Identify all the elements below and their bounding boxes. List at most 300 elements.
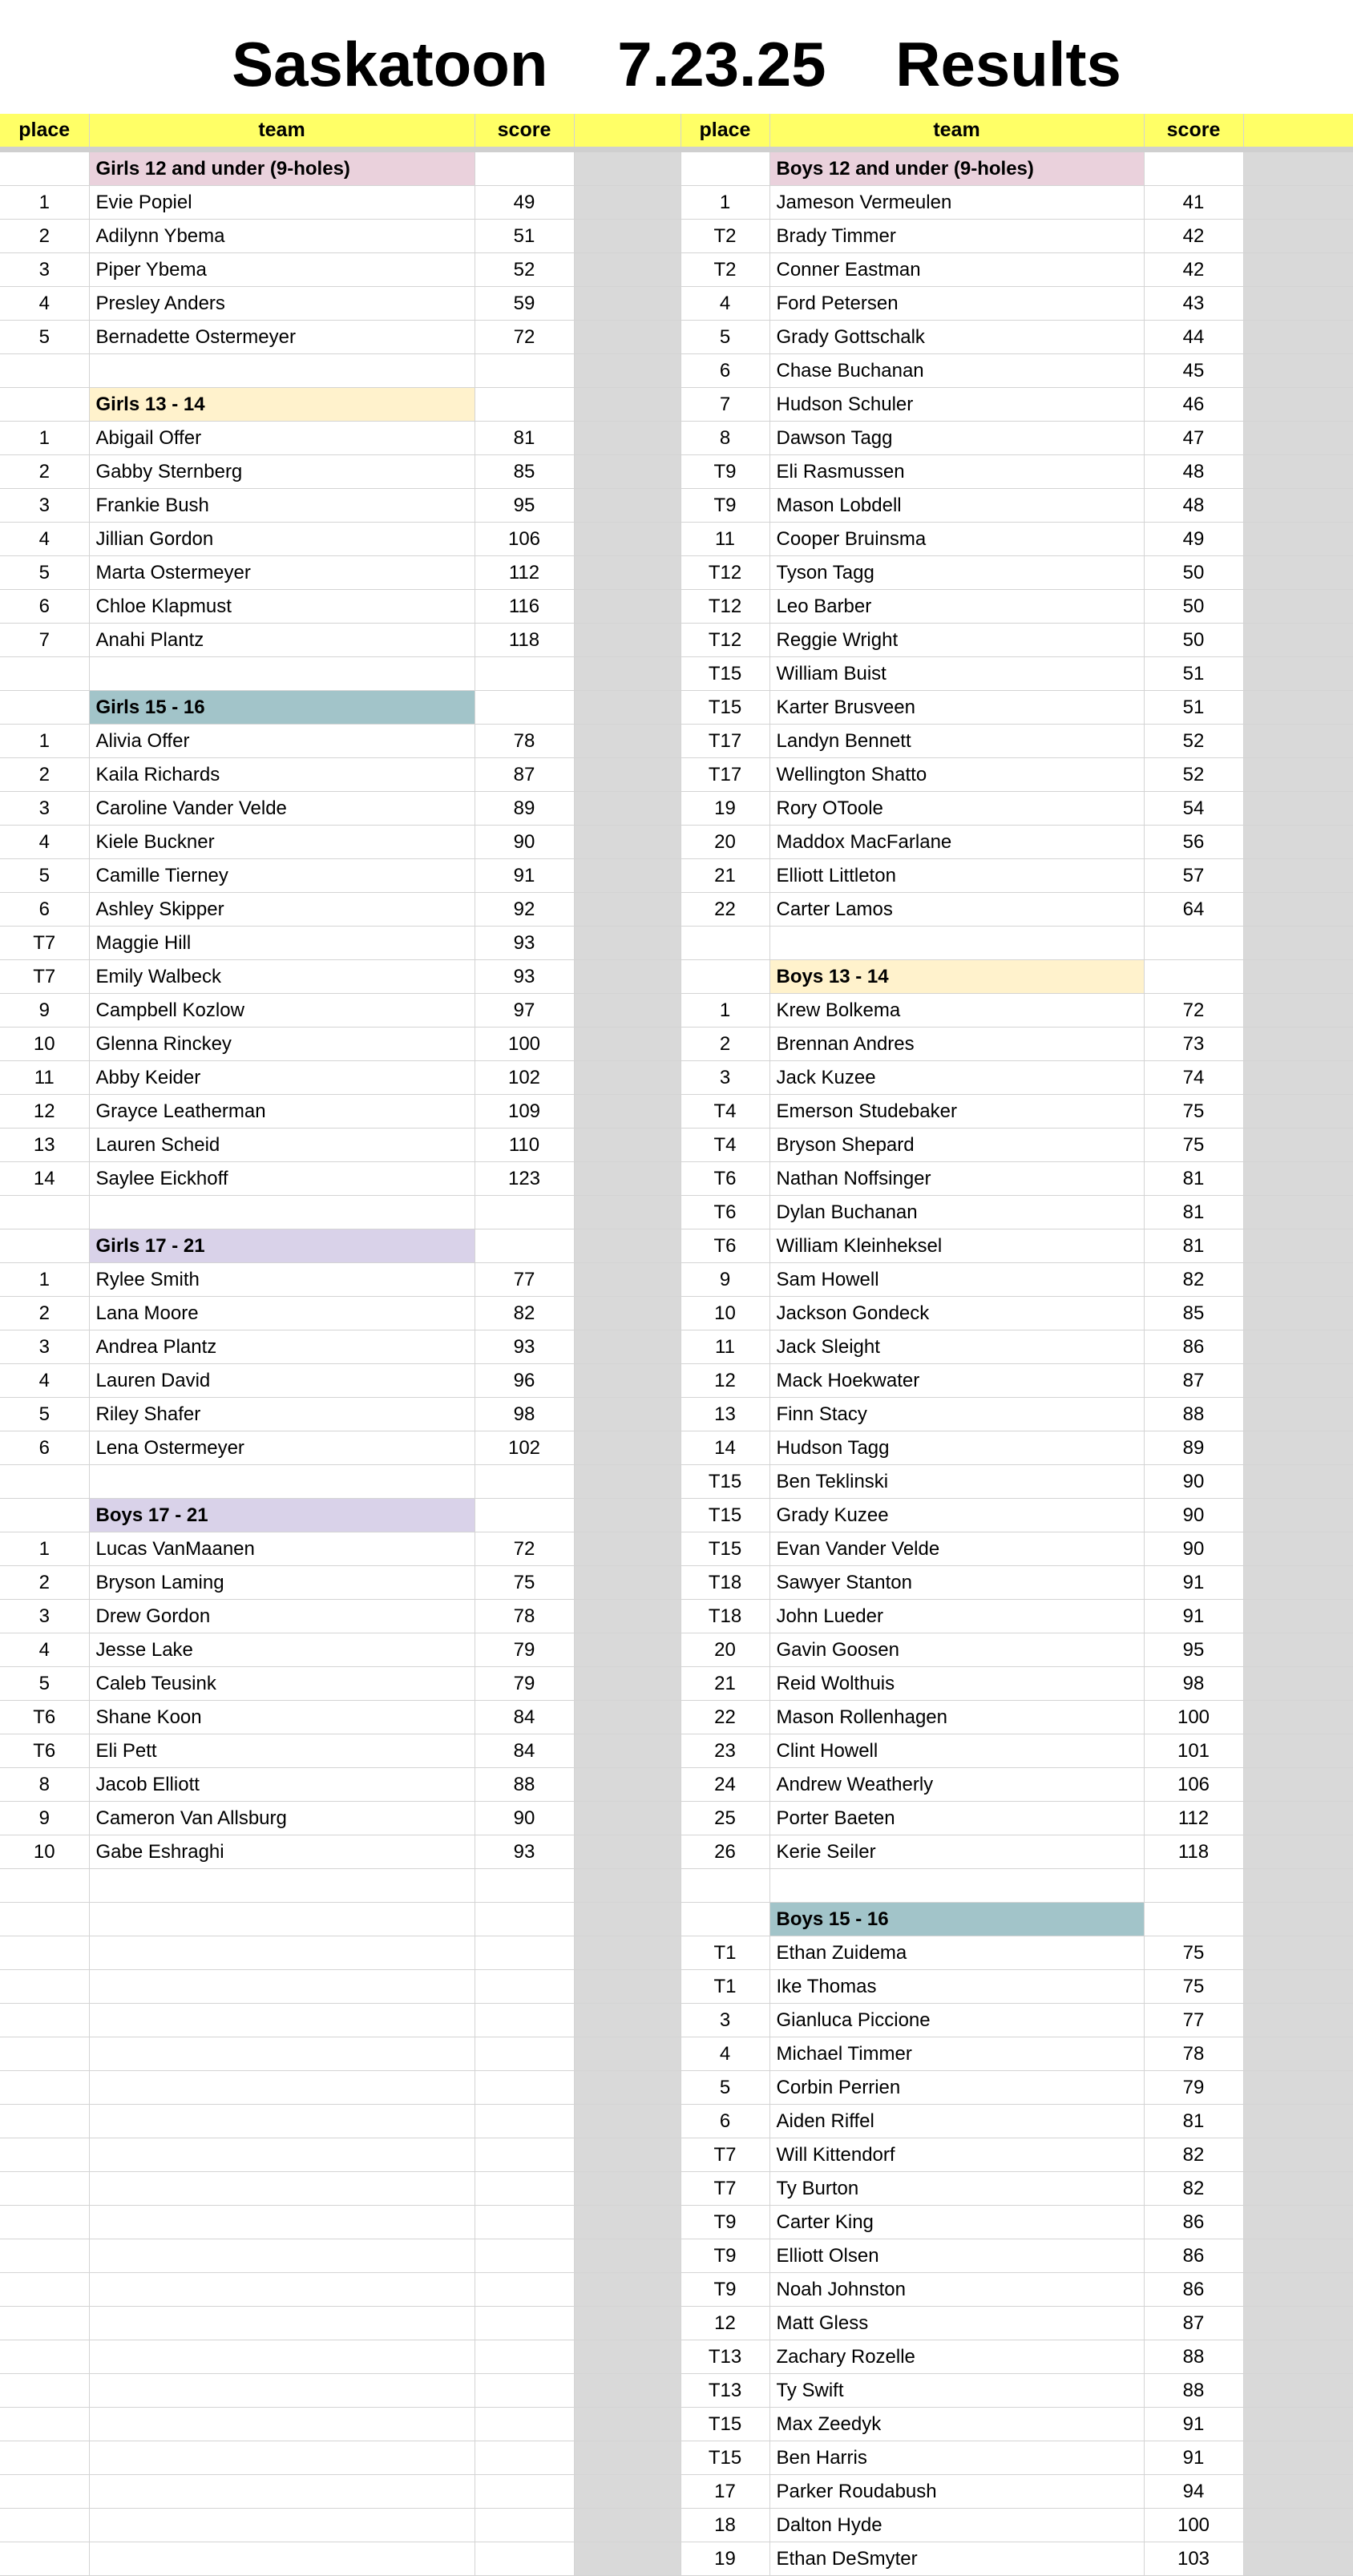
left-player-name: Rylee Smith [89, 1263, 475, 1297]
left-gray-column-cell [574, 2441, 681, 2475]
left-player-name [89, 2172, 475, 2206]
right-player-name: Chase Buchanan [769, 354, 1144, 388]
right-score-cell: 86 [1144, 2239, 1243, 2273]
right-score-cell [1144, 927, 1243, 960]
right-place-cell: 7 [681, 388, 769, 422]
left-place-cell: 6 [0, 1431, 89, 1465]
right-place-cell: 19 [681, 792, 769, 826]
right-place-cell: 12 [681, 1364, 769, 1398]
left-player-name: Campbell Kozlow [89, 994, 475, 1028]
left-place-cell [0, 2172, 89, 2206]
left-gray-column-cell [574, 1465, 681, 1499]
table-row [0, 2374, 1353, 2408]
right-gray-column-cell [1243, 1263, 1353, 1297]
left-player-name: Emily Walbeck [89, 960, 475, 994]
left-score-cell: 112 [475, 556, 574, 590]
right-player-name: Ike Thomas [769, 1970, 1144, 2004]
right-place-cell: 12 [681, 2307, 769, 2340]
right-place-cell [681, 150, 769, 186]
right-player-name: Aiden Riffel [769, 2105, 1144, 2138]
right-place-cell: 11 [681, 1330, 769, 1364]
right-player-name: Hudson Tagg [769, 1431, 1144, 1465]
right-place-cell: 6 [681, 2105, 769, 2138]
left-player-name [89, 2239, 475, 2273]
left-player-name [89, 657, 475, 691]
table-row [0, 2004, 1353, 2037]
right-player-name: Jack Sleight [769, 1330, 1144, 1364]
right-score-cell: 79 [1144, 2071, 1243, 2105]
left-score-cell [475, 1869, 574, 1903]
right-gray-column-cell [1243, 2071, 1353, 2105]
right-gray-column-cell [1243, 186, 1353, 220]
right-player-name [769, 927, 1144, 960]
left-gray-column-cell [574, 590, 681, 624]
left-score-cell: 106 [475, 523, 574, 556]
right-place-cell: T15 [681, 2441, 769, 2475]
left-player-name [89, 2441, 475, 2475]
left-division-label: Girls 17 - 21 [89, 1229, 475, 1263]
left-player-name: Grayce Leatherman [89, 1095, 475, 1129]
right-gray-column-cell [1243, 590, 1353, 624]
left-place-cell: 3 [0, 253, 89, 287]
left-score-cell [475, 1903, 574, 1936]
right-gray-column-cell [1243, 1835, 1353, 1869]
right-player-name: Sam Howell [769, 1263, 1144, 1297]
right-gray-column-cell [1243, 1566, 1353, 1600]
right-gray-column-cell [1243, 1499, 1353, 1532]
right-gray-column-cell [1243, 725, 1353, 758]
table-row [0, 893, 1353, 927]
page-title: Saskatoon 7.23.25 Results [232, 29, 1121, 99]
right-player-name: Jack Kuzee [769, 1061, 1144, 1095]
left-place-cell: 3 [0, 792, 89, 826]
left-place-cell [0, 388, 89, 422]
left-score-cell [475, 1229, 574, 1263]
table-row [0, 2239, 1353, 2273]
table-row [0, 1196, 1353, 1229]
left-player-name: Gabe Eshraghi [89, 1835, 475, 1869]
left-player-name [89, 2374, 475, 2408]
results-table [0, 114, 1353, 2576]
right-gray-column-cell [1243, 1364, 1353, 1398]
table-row [0, 354, 1353, 388]
right-score-cell: 81 [1144, 2105, 1243, 2138]
left-player-name: Alivia Offer [89, 725, 475, 758]
right-score-cell: 87 [1144, 2307, 1243, 2340]
left-player-name: Shane Koon [89, 1701, 475, 1734]
left-gray-column-cell [574, 1263, 681, 1297]
right-gray-column-cell [1243, 220, 1353, 253]
right-place-cell: 3 [681, 1061, 769, 1095]
left-player-name: Eli Pett [89, 1734, 475, 1768]
left-score-cell: 102 [475, 1431, 574, 1465]
right-player-name: Parker Roudabush [769, 2475, 1144, 2509]
right-gray-column-cell [1243, 1398, 1353, 1431]
right-player-name: Corbin Perrien [769, 2071, 1144, 2105]
right-player-name: Ben Teklinski [769, 1465, 1144, 1499]
left-gray-column-cell [574, 2004, 681, 2037]
right-score-cell: 52 [1144, 725, 1243, 758]
header-row [0, 114, 1353, 150]
right-place-cell: T17 [681, 758, 769, 792]
left-place-cell [0, 150, 89, 186]
right-gray-column-cell [1243, 691, 1353, 725]
left-gray-column-cell [574, 1499, 681, 1532]
header-place-right: place [681, 114, 769, 150]
left-place-cell: 4 [0, 523, 89, 556]
left-player-name: Jacob Elliott [89, 1768, 475, 1802]
table-row [0, 624, 1353, 657]
left-place-cell [0, 2441, 89, 2475]
table-row [0, 2206, 1353, 2239]
right-place-cell: 17 [681, 2475, 769, 2509]
right-player-name: Finn Stacy [769, 1398, 1144, 1431]
left-score-cell: 97 [475, 994, 574, 1028]
right-gray-column-cell [1243, 1734, 1353, 1768]
left-score-cell [475, 2307, 574, 2340]
left-player-name [89, 1903, 475, 1936]
right-score-cell: 85 [1144, 1297, 1243, 1330]
left-player-name: Jillian Gordon [89, 523, 475, 556]
left-gray-column-cell [574, 1129, 681, 1162]
left-score-cell: 78 [475, 725, 574, 758]
right-score-cell: 75 [1144, 1970, 1243, 2004]
table-row [0, 2105, 1353, 2138]
left-player-name: Riley Shafer [89, 1398, 475, 1431]
table-row [0, 489, 1353, 523]
right-score-cell: 90 [1144, 1499, 1243, 1532]
right-player-name: Elliott Olsen [769, 2239, 1144, 2273]
table-row [0, 1028, 1353, 1061]
right-gray-column-cell [1243, 2037, 1353, 2071]
left-score-cell: 93 [475, 1330, 574, 1364]
left-place-cell [0, 2542, 89, 2576]
header-place-left: place [0, 114, 89, 150]
right-player-name: John Lueder [769, 1600, 1144, 1633]
left-player-name [89, 2340, 475, 2374]
left-score-cell: 82 [475, 1297, 574, 1330]
right-score-cell: 81 [1144, 1196, 1243, 1229]
table-row [0, 1936, 1353, 1970]
left-place-cell: 1 [0, 186, 89, 220]
left-score-cell: 78 [475, 1600, 574, 1633]
left-gray-column-cell [574, 150, 681, 186]
table-row [0, 422, 1353, 455]
left-place-cell [0, 2071, 89, 2105]
right-gray-column-cell [1243, 1633, 1353, 1667]
left-player-name: Abigail Offer [89, 422, 475, 455]
right-place-cell: T15 [681, 657, 769, 691]
table-row [0, 590, 1353, 624]
right-score-cell [1144, 960, 1243, 994]
left-score-cell [475, 657, 574, 691]
right-score-cell: 89 [1144, 1431, 1243, 1465]
left-gray-column-cell [574, 994, 681, 1028]
left-gray-column-cell [574, 455, 681, 489]
left-place-cell: 5 [0, 1398, 89, 1431]
right-player-name: Maddox MacFarlane [769, 826, 1144, 859]
left-place-cell [0, 2206, 89, 2239]
table-row [0, 1499, 1353, 1532]
right-player-name: Grady Kuzee [769, 1499, 1144, 1532]
right-gray-column-cell [1243, 1532, 1353, 1566]
left-gray-column-cell [574, 2037, 681, 2071]
left-gray-column-cell [574, 1667, 681, 1701]
right-gray-column-cell [1243, 1802, 1353, 1835]
left-player-name: Camille Tierney [89, 859, 475, 893]
left-player-name: Gabby Sternberg [89, 455, 475, 489]
left-place-cell: 1 [0, 1263, 89, 1297]
right-place-cell: T13 [681, 2340, 769, 2374]
left-gray-column-cell [574, 1398, 681, 1431]
right-score-cell: 88 [1144, 1398, 1243, 1431]
left-place-cell [0, 2408, 89, 2441]
right-score-cell: 77 [1144, 2004, 1243, 2037]
right-player-name: William Buist [769, 657, 1144, 691]
left-gray-column-cell [574, 758, 681, 792]
right-player-name: Clint Howell [769, 1734, 1144, 1768]
right-player-name: Ethan DeSmyter [769, 2542, 1144, 2576]
right-score-cell: 90 [1144, 1465, 1243, 1499]
right-place-cell [681, 960, 769, 994]
left-place-cell [0, 1196, 89, 1229]
table-row [0, 1701, 1353, 1734]
left-player-name: Cameron Van Allsburg [89, 1802, 475, 1835]
left-place-cell: 3 [0, 1330, 89, 1364]
table-row [0, 1667, 1353, 1701]
left-player-name [89, 2273, 475, 2307]
table-row [0, 2138, 1353, 2172]
right-gray-column-cell [1243, 1768, 1353, 1802]
left-score-cell: 51 [475, 220, 574, 253]
table-row [0, 1129, 1353, 1162]
right-place-cell [681, 927, 769, 960]
right-gray-column-cell [1243, 455, 1353, 489]
left-gray-column-cell [574, 960, 681, 994]
right-score-cell: 50 [1144, 590, 1243, 624]
left-score-cell [475, 1196, 574, 1229]
table-row [0, 523, 1353, 556]
left-player-name [89, 1869, 475, 1903]
right-place-cell: T7 [681, 2138, 769, 2172]
left-place-cell: 5 [0, 1667, 89, 1701]
left-gray-column-cell [574, 1869, 681, 1903]
right-gray-column-cell [1243, 2239, 1353, 2273]
right-gray-column-cell [1243, 994, 1353, 1028]
right-place-cell: T15 [681, 1465, 769, 1499]
right-player-name: Matt Gless [769, 2307, 1144, 2340]
left-gray-column-cell [574, 624, 681, 657]
left-player-name: Lana Moore [89, 1297, 475, 1330]
right-score-cell: 78 [1144, 2037, 1243, 2071]
left-gray-column-cell [574, 2239, 681, 2273]
left-score-cell: 84 [475, 1701, 574, 1734]
table-row [0, 1734, 1353, 1768]
right-place-cell: 25 [681, 1802, 769, 1835]
left-player-name: Piper Ybema [89, 253, 475, 287]
left-score-cell: 90 [475, 1802, 574, 1835]
right-place-cell: T7 [681, 2172, 769, 2206]
left-score-cell: 90 [475, 826, 574, 859]
right-gray-column-cell [1243, 1129, 1353, 1162]
left-score-cell: 59 [475, 287, 574, 321]
left-gray-column-cell [574, 1633, 681, 1667]
left-player-name [89, 2475, 475, 2509]
right-score-cell: 81 [1144, 1229, 1243, 1263]
right-gray-column-cell [1243, 1229, 1353, 1263]
right-gray-column-cell [1243, 354, 1353, 388]
left-gray-column-cell [574, 1701, 681, 1734]
left-gray-column-cell [574, 1936, 681, 1970]
right-player-name: Ben Harris [769, 2441, 1144, 2475]
right-place-cell: 14 [681, 1431, 769, 1465]
table-row [0, 2307, 1353, 2340]
left-gray-column-cell [574, 1162, 681, 1196]
left-place-cell: 2 [0, 455, 89, 489]
right-gray-column-cell [1243, 556, 1353, 590]
right-gray-column-cell [1243, 321, 1353, 354]
left-gray-column-cell [574, 2105, 681, 2138]
right-gray-column-cell [1243, 893, 1353, 927]
left-score-cell: 93 [475, 927, 574, 960]
left-place-cell [0, 691, 89, 725]
left-score-cell: 84 [475, 1734, 574, 1768]
left-player-name: Kaila Richards [89, 758, 475, 792]
left-score-cell [475, 2004, 574, 2037]
right-place-cell: 8 [681, 422, 769, 455]
left-gray-column-cell [574, 1903, 681, 1936]
left-place-cell: 14 [0, 1162, 89, 1196]
right-score-cell [1144, 150, 1243, 186]
left-gray-column-cell [574, 321, 681, 354]
left-player-name [89, 2071, 475, 2105]
table-row [0, 1802, 1353, 1835]
left-score-cell: 79 [475, 1633, 574, 1667]
left-place-cell: 2 [0, 1566, 89, 1600]
table-row [0, 321, 1353, 354]
table-row [0, 758, 1353, 792]
right-score-cell: 90 [1144, 1532, 1243, 1566]
left-gray-column-cell [574, 1802, 681, 1835]
left-score-cell: 123 [475, 1162, 574, 1196]
table-row [0, 826, 1353, 859]
left-score-cell: 109 [475, 1095, 574, 1129]
table-row [0, 1566, 1353, 1600]
right-player-name: Carter King [769, 2206, 1144, 2239]
left-gray-column-cell [574, 2509, 681, 2542]
right-score-cell: 57 [1144, 859, 1243, 893]
left-score-cell: 75 [475, 1566, 574, 1600]
left-player-name [89, 2307, 475, 2340]
left-gray-column-cell [574, 1297, 681, 1330]
table-row [0, 2340, 1353, 2374]
right-player-name: Ethan Zuidema [769, 1936, 1144, 1970]
header-team-right: team [769, 114, 1144, 150]
right-place-cell: 1 [681, 994, 769, 1028]
right-gray-column-cell [1243, 523, 1353, 556]
right-gray-column-cell [1243, 1095, 1353, 1129]
table-row [0, 2408, 1353, 2441]
right-score-cell: 98 [1144, 1667, 1243, 1701]
left-gray-column-cell [574, 253, 681, 287]
right-score-cell: 75 [1144, 1129, 1243, 1162]
right-player-name: Conner Eastman [769, 253, 1144, 287]
right-player-name: Jackson Gondeck [769, 1297, 1144, 1330]
right-score-cell: 52 [1144, 758, 1243, 792]
right-gray-column-cell [1243, 792, 1353, 826]
right-place-cell: 24 [681, 1768, 769, 1802]
left-player-name [89, 1465, 475, 1499]
left-place-cell [0, 354, 89, 388]
right-player-name: Noah Johnston [769, 2273, 1144, 2307]
right-gray-column-cell [1243, 2509, 1353, 2542]
right-score-cell: 91 [1144, 1600, 1243, 1633]
right-place-cell: 22 [681, 893, 769, 927]
left-score-cell [475, 2172, 574, 2206]
left-place-cell: 8 [0, 1768, 89, 1802]
right-gray-column-cell [1243, 826, 1353, 859]
left-score-cell [475, 2441, 574, 2475]
table-row [0, 1600, 1353, 1633]
right-score-cell: 88 [1144, 2374, 1243, 2408]
right-player-name: Emerson Studebaker [769, 1095, 1144, 1129]
right-score-cell: 112 [1144, 1802, 1243, 1835]
right-gray-column-cell [1243, 2273, 1353, 2307]
right-player-name: Ty Swift [769, 2374, 1144, 2408]
right-gray-column-cell [1243, 150, 1353, 186]
right-place-cell: T1 [681, 1936, 769, 1970]
right-gray-column-cell [1243, 1903, 1353, 1936]
left-place-cell: 3 [0, 489, 89, 523]
table-row [0, 150, 1353, 186]
right-place-cell: 23 [681, 1734, 769, 1768]
right-place-cell: 21 [681, 1667, 769, 1701]
left-gray-column-cell [574, 489, 681, 523]
left-gray-column-cell [574, 893, 681, 927]
right-player-name: Gianluca Piccione [769, 2004, 1144, 2037]
right-player-name: Reggie Wright [769, 624, 1144, 657]
table-row [0, 859, 1353, 893]
right-gray-column-cell [1243, 960, 1353, 994]
left-gray-column-cell [574, 422, 681, 455]
table-row [0, 2509, 1353, 2542]
right-score-cell: 46 [1144, 388, 1243, 422]
right-gray-column-cell [1243, 1701, 1353, 1734]
left-score-cell: 102 [475, 1061, 574, 1095]
table-row [0, 1162, 1353, 1196]
left-place-cell [0, 2037, 89, 2071]
left-score-cell: 81 [475, 422, 574, 455]
left-gray-column-cell [574, 186, 681, 220]
left-player-name [89, 2004, 475, 2037]
left-place-cell: 6 [0, 893, 89, 927]
left-gray-column-cell [574, 725, 681, 758]
table-row [0, 657, 1353, 691]
left-player-name: Andrea Plantz [89, 1330, 475, 1364]
table-row [0, 1229, 1353, 1263]
right-player-name: Krew Bolkema [769, 994, 1144, 1028]
table-row [0, 1431, 1353, 1465]
left-gray-column-cell [574, 354, 681, 388]
right-place-cell: T6 [681, 1162, 769, 1196]
left-score-cell [475, 2037, 574, 2071]
right-gray-column-cell [1243, 1869, 1353, 1903]
left-score-cell [475, 1465, 574, 1499]
left-place-cell [0, 2374, 89, 2408]
right-gray-column-cell [1243, 2004, 1353, 2037]
left-player-name: Adilynn Ybema [89, 220, 475, 253]
left-score-cell: 96 [475, 1364, 574, 1398]
